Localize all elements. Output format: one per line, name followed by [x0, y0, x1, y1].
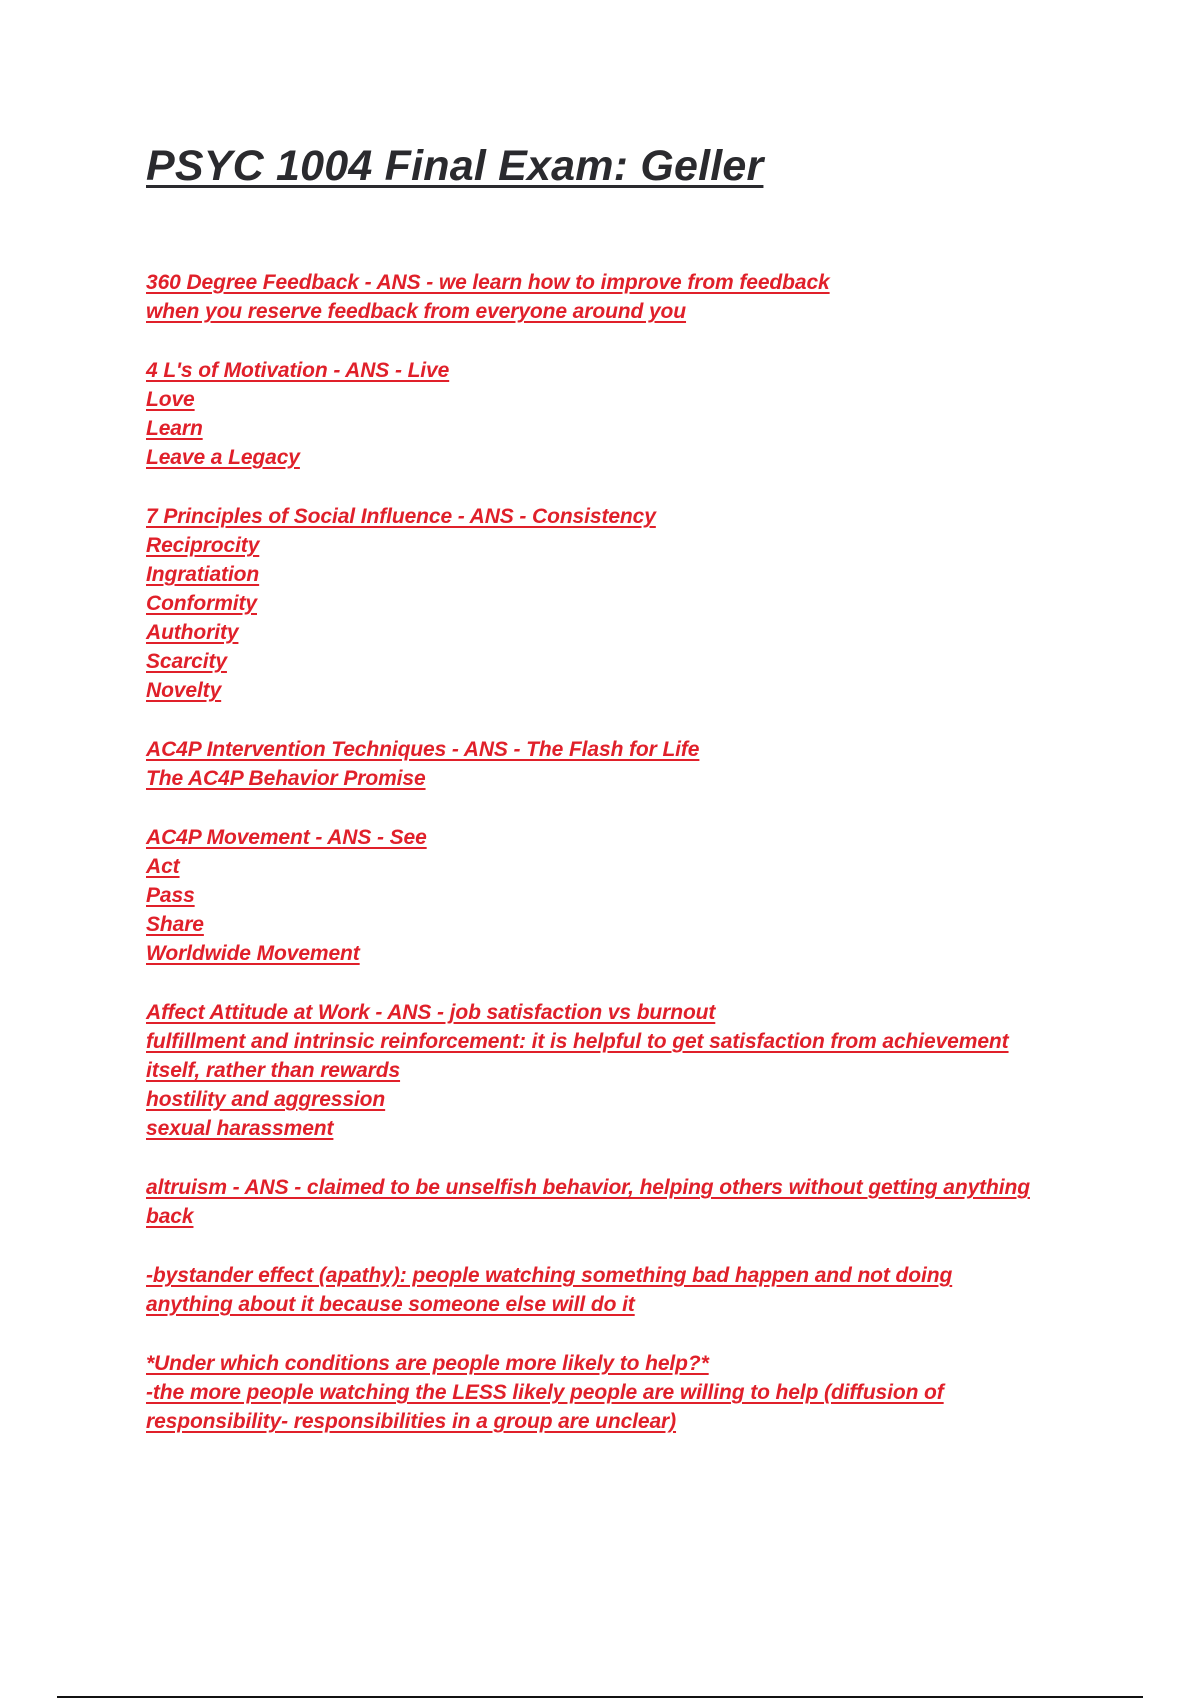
entry-term-line: -bystander effect (apathy): people watching something bad happen and not doing — [146, 1264, 953, 1287]
entry-term-line: AC4P Intervention Techniques - ANS - The Flash for Life — [146, 738, 700, 761]
page-bottom-rule — [57, 1696, 1143, 1698]
flashcard-entry — [146, 268, 1096, 326]
entry-list — [146, 268, 1096, 1466]
entry-definition-line: Learn — [146, 417, 203, 440]
entry-definition-line: Authority — [146, 621, 239, 644]
entry-term-line: *Under which conditions are people more likely to help?* — [146, 1352, 709, 1375]
document-title: PSYC 1004 Final Exam: Geller — [146, 142, 764, 190]
flashcard-entry — [146, 823, 1096, 968]
entry-definition-line: Worldwide Movement — [146, 942, 360, 965]
flashcard-entry — [146, 1173, 1096, 1231]
entry-definition-line: Share — [146, 913, 204, 936]
entry-definition-line: -the more people watching the LESS likely people are willing to help (diffusion of — [146, 1381, 944, 1404]
entry-definition-line: hostility and aggression — [146, 1088, 386, 1111]
flashcard-entry — [146, 735, 1096, 793]
entry-definition-line: Conformity — [146, 592, 257, 615]
entry-term-line: AC4P Movement - ANS - See — [146, 826, 427, 849]
entry-definition-line: responsibility- responsibilities in a group are unclear) — [146, 1410, 677, 1433]
flashcard-entry — [146, 1261, 1096, 1319]
entry-definition-line: back — [146, 1205, 194, 1228]
entry-term-line: 7 Principles of Social Influence - ANS - Consistency — [146, 505, 656, 528]
entry-definition-line: fulfillment and intrinsic reinforcement: it is helpful to get satisfaction from achievement — [146, 1030, 1009, 1053]
entry-definition-line: Act — [146, 855, 180, 878]
entry-definition-line: sexual harassment — [146, 1117, 334, 1140]
entry-definition-line: The AC4P Behavior Promise — [146, 767, 426, 790]
entry-term-line: altruism - ANS - claimed to be unselfish behavior, helping others without getting anything — [146, 1176, 1030, 1199]
entry-definition-line: Reciprocity — [146, 534, 260, 557]
entry-definition-line: anything about it because someone else will do it — [146, 1293, 635, 1316]
entry-term-line: 360 Degree Feedback - ANS - we learn how to improve from feedback — [146, 271, 830, 294]
entry-definition-line: Pass — [146, 884, 195, 907]
entry-term-line: Affect Attitude at Work - ANS - job satisfaction vs burnout — [146, 1001, 716, 1024]
entry-definition-line: Scarcity — [146, 650, 227, 673]
entry-term-line: 4 L's of Motivation - ANS - Live — [146, 359, 450, 382]
entry-definition-line: Love — [146, 388, 195, 411]
entry-definition-line: Leave a Legacy — [146, 446, 300, 469]
flashcard-entry — [146, 356, 1096, 472]
flashcard-entry — [146, 502, 1096, 705]
entry-definition-line: Novelty — [146, 679, 222, 702]
entry-definition-line: itself, rather than rewards — [146, 1059, 401, 1082]
entry-definition-line: when you reserve feedback from everyone around you — [146, 300, 687, 323]
flashcard-entry — [146, 1349, 1096, 1436]
flashcard-entry — [146, 998, 1096, 1143]
entry-definition-line: Ingratiation — [146, 563, 260, 586]
